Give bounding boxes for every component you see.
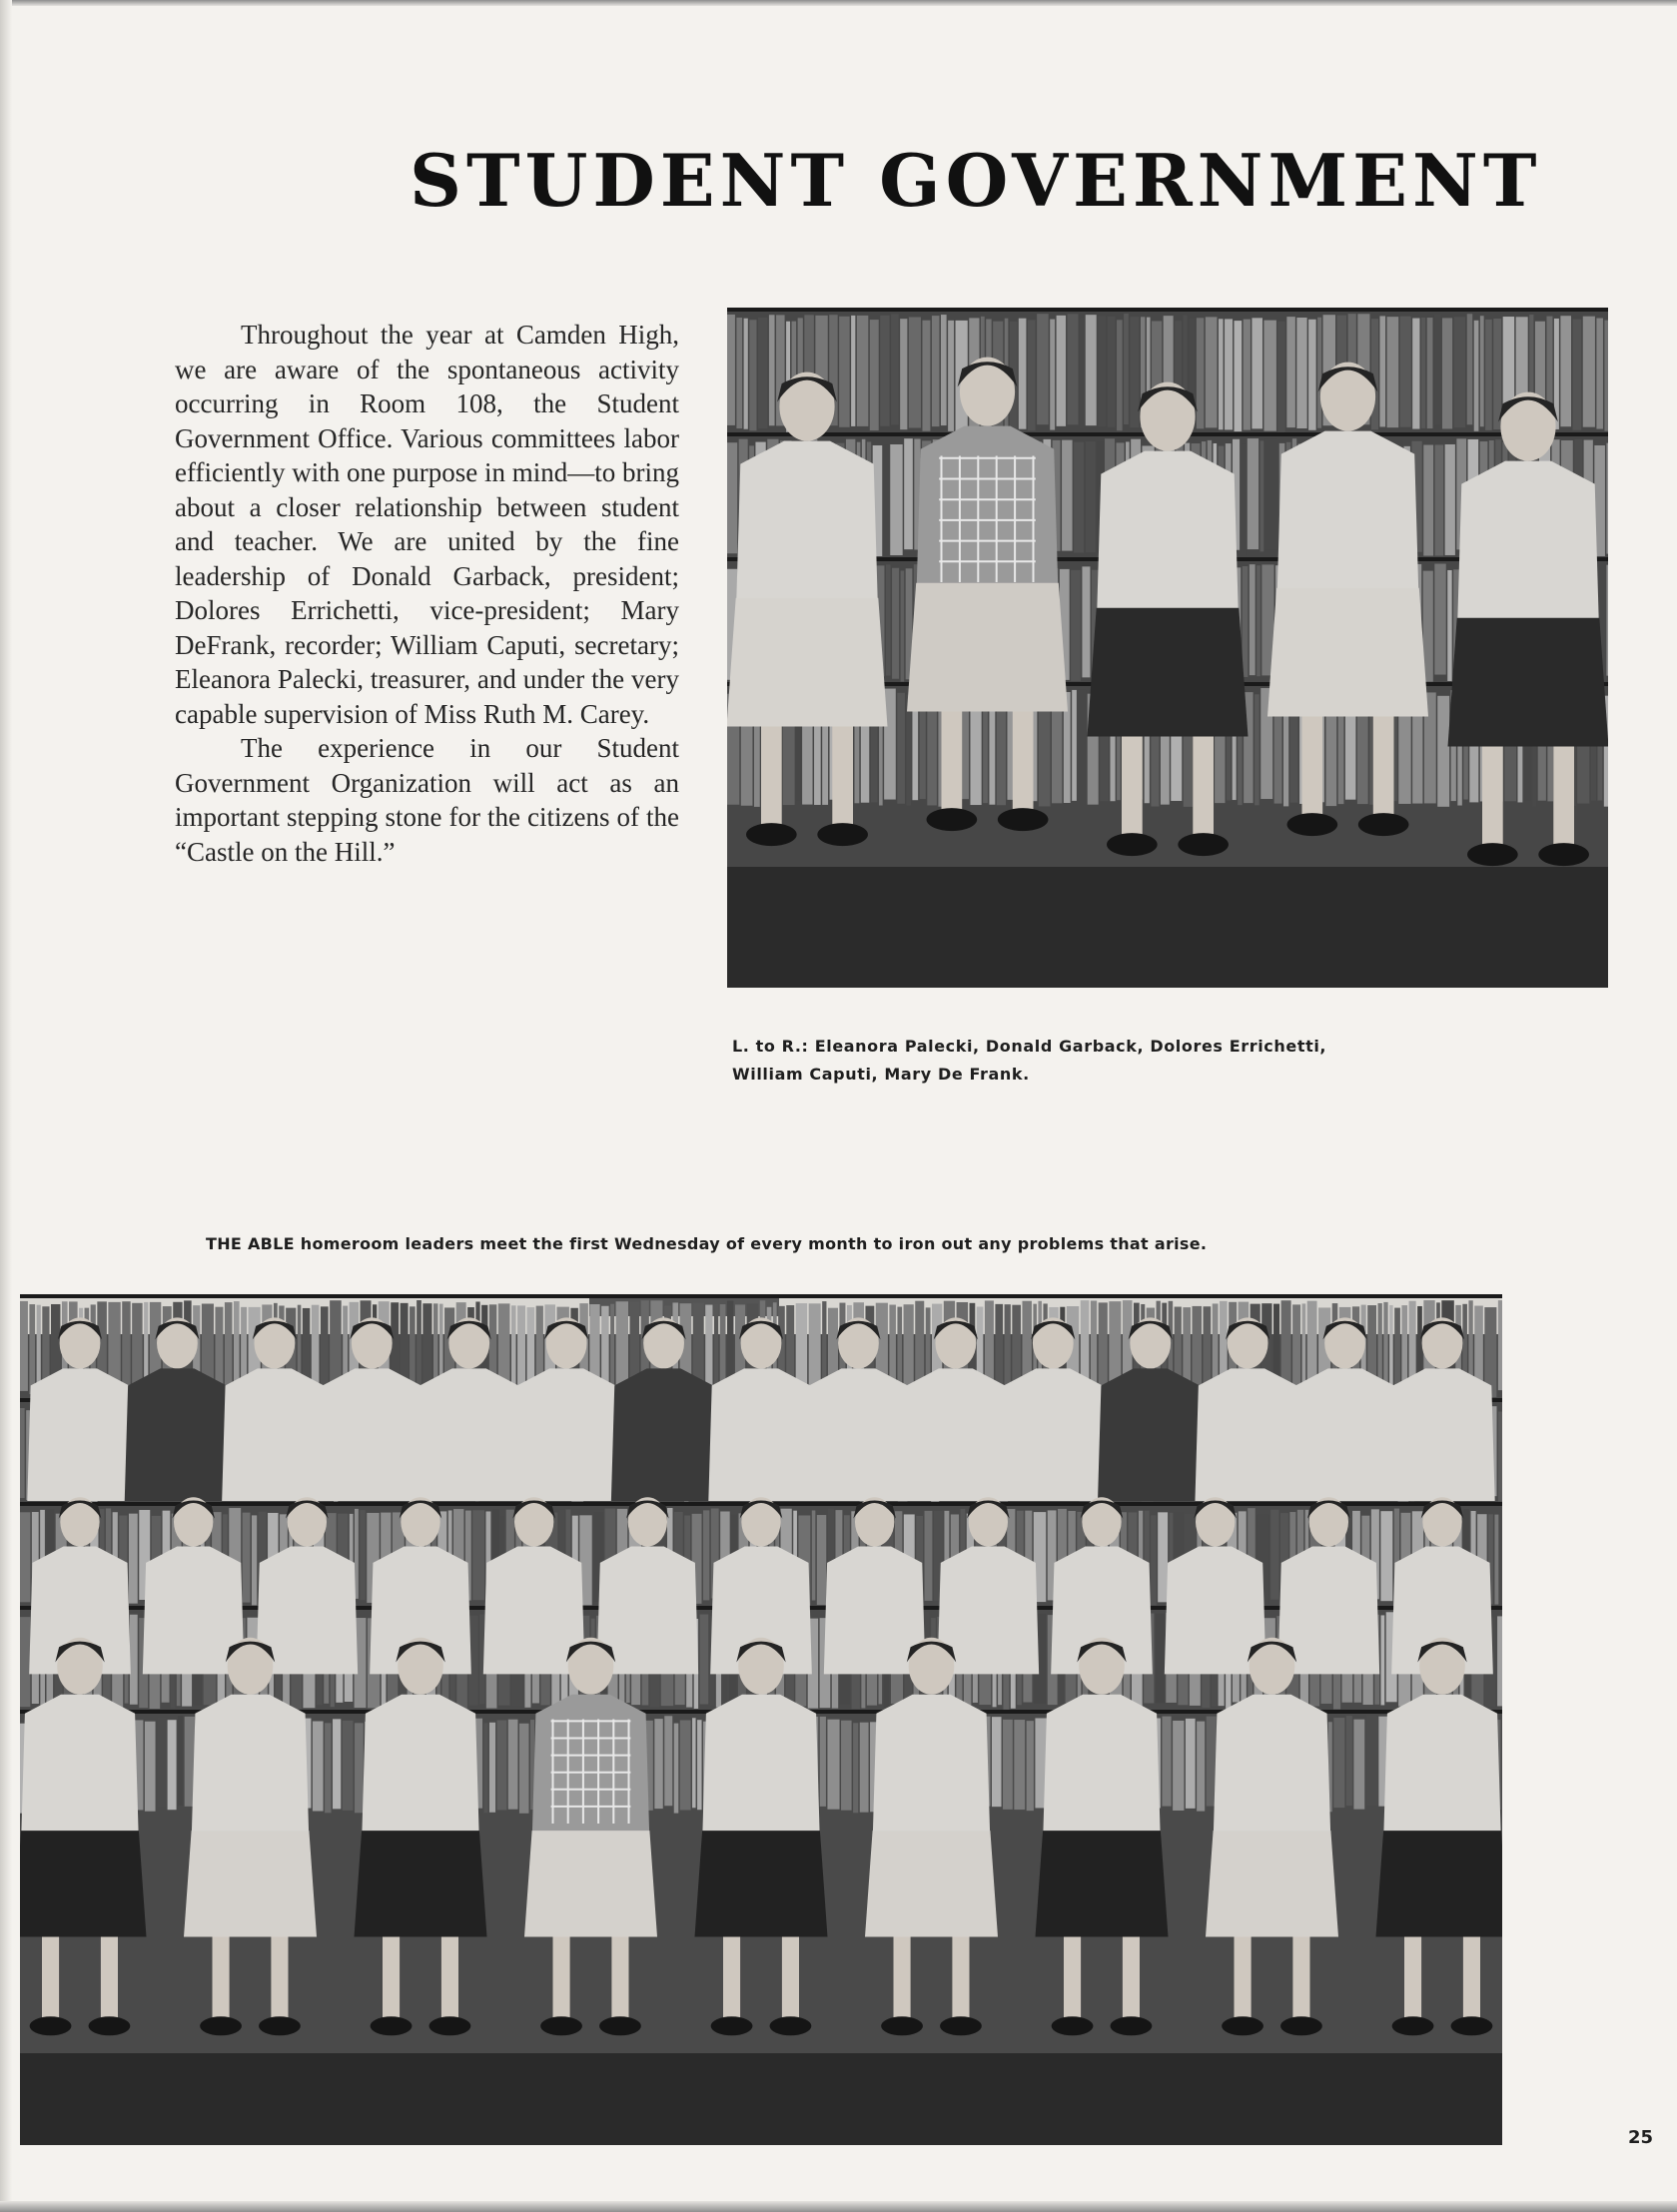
lap (1267, 588, 1428, 717)
book-spine (20, 1512, 30, 1602)
book-spine (1197, 1722, 1205, 1812)
book-spine (1243, 566, 1249, 677)
book-spine (900, 319, 907, 429)
torso (513, 1368, 618, 1501)
floor (727, 867, 1608, 988)
lap (184, 1831, 317, 1936)
book-spine (727, 315, 735, 425)
book-spine (1124, 314, 1129, 424)
book-spine (697, 1720, 701, 1810)
book-spine (417, 1300, 421, 1390)
leg (611, 1937, 628, 2023)
book-spine (519, 1724, 529, 1814)
book-spine (497, 1720, 507, 1810)
book-spine (860, 1723, 869, 1813)
book-spine (1480, 316, 1484, 426)
book-spine (891, 314, 899, 424)
book-spine (20, 1617, 30, 1707)
torso (903, 1368, 1008, 1501)
leg (1123, 1937, 1140, 2023)
book-spine (674, 1724, 679, 1814)
book-spine (680, 1720, 691, 1810)
shoe (599, 2016, 641, 2035)
book-spine (1500, 1510, 1502, 1600)
book-spine (1108, 317, 1116, 427)
torso (1457, 461, 1600, 640)
lap (1376, 1831, 1503, 1936)
book-spine (1057, 316, 1066, 426)
shoe (429, 2016, 471, 2035)
book-spine (703, 1510, 709, 1600)
book-spine (1333, 1718, 1344, 1808)
torso (1001, 1368, 1106, 1501)
book-spine (909, 318, 921, 428)
book-spine (1379, 316, 1385, 426)
book-spine (995, 1304, 1003, 1394)
shoe (1178, 833, 1229, 856)
book-spine (941, 315, 947, 425)
book-spine (130, 1615, 138, 1705)
shoe (1107, 833, 1158, 856)
book-spine (355, 1723, 364, 1813)
book-spine (610, 1304, 614, 1394)
leg (1193, 737, 1214, 841)
book-spine (1583, 317, 1595, 427)
lap (1088, 608, 1249, 737)
book-spine (1435, 444, 1444, 555)
shoe (200, 2016, 242, 2035)
torso (417, 1368, 521, 1501)
book-spine (178, 1716, 183, 1806)
book-spine (234, 1301, 240, 1391)
shoe (1287, 813, 1338, 836)
lap (524, 1831, 657, 1936)
book-spine (1572, 320, 1581, 430)
book-spine (1423, 445, 1433, 556)
book-spine (1244, 320, 1251, 430)
shoe (1538, 843, 1589, 866)
intro-paragraph-2: The experience in our Student Government Organization will act as an important stepping stone for the citizens of the “Castle on the Hill.” (175, 733, 679, 867)
binding-shadow (0, 0, 12, 2212)
book-spine (1158, 1512, 1168, 1602)
book-spine (820, 1717, 826, 1807)
page-title: STUDENT GOVERNMENT (410, 138, 1542, 223)
book-spine (749, 320, 756, 430)
officers-photo-caption: L. to R.: Eleanora Palecki, Donald Garback, Dolores Errichetti, William Caputi, Mary De Frank. (732, 1037, 1327, 1084)
book-spine (1381, 1615, 1385, 1705)
book-spine (857, 316, 868, 426)
book-spine (1296, 318, 1306, 428)
book-spine (827, 1720, 839, 1810)
torso (1389, 1368, 1494, 1501)
torso (192, 1695, 310, 1843)
book-spine (489, 1723, 495, 1813)
book-spine (1173, 1721, 1184, 1811)
book-spine (904, 438, 913, 549)
shoe (89, 2016, 131, 2035)
shoe (1280, 2016, 1322, 2035)
book-spine (1071, 570, 1081, 681)
book-spine (1257, 565, 1260, 676)
book-spine (948, 321, 954, 431)
book-spine (1596, 319, 1603, 429)
book-spine (922, 321, 930, 431)
book-spine (225, 1302, 233, 1392)
book-spine (1014, 1720, 1025, 1810)
book-spine (932, 316, 940, 426)
book-spine (360, 1510, 365, 1600)
leg (832, 727, 853, 831)
officers-photo-illustration (727, 308, 1608, 988)
leg (1302, 717, 1323, 821)
page-edge-top (0, 0, 1677, 6)
book-spine (508, 1720, 518, 1810)
book-spine (1206, 317, 1218, 427)
book-spine (880, 316, 889, 426)
book-spine (1197, 318, 1204, 428)
shoe (1358, 813, 1409, 836)
book-spine (1037, 314, 1049, 424)
torso (806, 1368, 911, 1501)
lap (355, 1831, 487, 1936)
shoe (998, 808, 1049, 831)
book-spine (122, 1301, 130, 1391)
book-spine (1098, 316, 1106, 426)
book-spine (1467, 314, 1473, 424)
torso (1214, 1695, 1331, 1843)
leg (553, 1937, 570, 2023)
book-spine (1260, 440, 1264, 551)
book-spine (1068, 314, 1079, 424)
book-spine (1353, 1720, 1364, 1810)
book-spine (901, 571, 905, 682)
book-spine (1186, 1719, 1196, 1809)
leg (101, 1937, 118, 2023)
book-spine (29, 1304, 35, 1394)
leg (1122, 737, 1143, 841)
torso (125, 1368, 230, 1501)
book-spine (1082, 566, 1090, 677)
shoe (1392, 2016, 1434, 2035)
torso (702, 1695, 820, 1843)
page-number: 25 (1628, 2127, 1654, 2148)
book-spine (897, 693, 905, 804)
book-spine (1235, 321, 1243, 431)
book-spine (1380, 1511, 1392, 1601)
book-spine (1156, 1613, 1165, 1703)
floor (20, 2053, 1502, 2145)
book-spine (1474, 321, 1479, 431)
book-spine (129, 1514, 138, 1604)
book-spine (472, 1510, 484, 1600)
officers-photo (727, 308, 1608, 988)
torso (708, 1368, 813, 1501)
book-spine (812, 1510, 816, 1600)
book-spine (1434, 564, 1445, 675)
book-spine (1560, 316, 1571, 426)
book-spine (1346, 1716, 1352, 1806)
torso (27, 1368, 132, 1501)
book-spine (769, 315, 775, 425)
book-spine (870, 320, 879, 430)
book-spine (1151, 1515, 1157, 1605)
book-spine (616, 1301, 628, 1391)
book-spine (1252, 318, 1262, 428)
book-spine (705, 1305, 712, 1395)
book-spine (1028, 320, 1036, 430)
torso (916, 426, 1059, 605)
lap (1036, 1831, 1169, 1936)
book-spine (20, 1301, 28, 1391)
book-spine (1027, 1721, 1034, 1811)
book-spine (1389, 1305, 1393, 1395)
book-spine (744, 319, 748, 429)
book-spine (1498, 1300, 1502, 1390)
torso (362, 1695, 479, 1843)
book-spine (243, 1513, 251, 1603)
book-spine (1062, 440, 1073, 551)
book-spine (1434, 314, 1440, 424)
book-spine (1263, 321, 1275, 431)
book-spine (1219, 319, 1224, 429)
book-spine (313, 1722, 324, 1812)
lap (907, 583, 1068, 712)
book-spine (1005, 1304, 1011, 1394)
book-spine (886, 564, 891, 675)
book-spine (1383, 1302, 1387, 1392)
shoe (1111, 2016, 1153, 2035)
shoe (770, 2016, 812, 2035)
book-spine (1485, 320, 1492, 430)
torso (1383, 1695, 1501, 1843)
book-spine (1497, 1616, 1502, 1706)
book-spine (1442, 318, 1452, 428)
book-spine (1225, 319, 1233, 429)
book-spine (1412, 319, 1419, 429)
book-spine (853, 1723, 858, 1813)
book-spine (654, 1719, 662, 1809)
leg (1404, 1937, 1421, 2023)
leg (1482, 747, 1503, 851)
torso (1292, 1368, 1397, 1501)
book-spine (1050, 320, 1055, 430)
shoe (711, 2016, 753, 2035)
book-spine (1265, 438, 1277, 549)
book-spine (321, 1306, 329, 1396)
book-spine (904, 1304, 914, 1394)
book-spine (1317, 318, 1321, 428)
book-spine (1003, 1720, 1013, 1810)
shoe (1052, 2016, 1094, 2035)
book-spine (890, 444, 902, 555)
book-spine (1270, 1510, 1278, 1600)
book-spine (1130, 317, 1139, 427)
book-spine (1400, 317, 1411, 427)
lap (20, 1831, 147, 1936)
torso (1097, 451, 1240, 630)
leg (952, 1937, 969, 2023)
leg (383, 1937, 400, 2023)
torso (1098, 1368, 1203, 1501)
shoe (940, 2016, 982, 2035)
shoe (1467, 843, 1518, 866)
book-spine (1019, 319, 1027, 429)
book-spine (1281, 1300, 1291, 1390)
book-spine (484, 1723, 488, 1813)
shoe (881, 2016, 923, 2035)
book-spine (1366, 1716, 1377, 1806)
leg (1553, 747, 1574, 851)
torso (736, 441, 879, 620)
book-spine (1242, 444, 1247, 555)
book-spine (1454, 317, 1466, 427)
book-spine (1086, 315, 1097, 425)
shoe (927, 808, 978, 831)
lap (1206, 1831, 1338, 1936)
book-spine (343, 1721, 354, 1811)
leg (723, 1937, 740, 2023)
book-spine (1255, 694, 1259, 805)
intro-text (175, 318, 679, 869)
book-spine (839, 317, 849, 427)
book-spine (1308, 320, 1315, 430)
book-spine (1072, 690, 1077, 801)
book-spine (664, 1716, 672, 1806)
leg (1463, 1937, 1480, 2023)
leg (1235, 1937, 1252, 2023)
book-spine (1250, 564, 1256, 675)
book-spine (817, 1515, 826, 1605)
book-spine (692, 1718, 696, 1808)
book-spine (1091, 1301, 1097, 1391)
shoe (540, 2016, 582, 2035)
shoe (817, 823, 868, 846)
book-spine (145, 1722, 156, 1812)
book-spine (168, 1720, 177, 1810)
leg (1013, 712, 1034, 816)
shoe (1451, 2016, 1493, 2035)
book-spine (1074, 442, 1084, 553)
book-spine (809, 1303, 821, 1393)
homeroom-leaders-photo (20, 1294, 1502, 2145)
book-spine (1498, 1411, 1502, 1501)
book-spine (851, 316, 855, 426)
book-spine (422, 1303, 431, 1393)
book-spine (1086, 441, 1096, 552)
shoe (30, 2016, 72, 2035)
book-spine (1604, 321, 1608, 431)
shoe (371, 2016, 413, 2035)
book-spine (884, 445, 889, 556)
leg (271, 1937, 288, 2023)
book-spine (1292, 1304, 1300, 1394)
leg (894, 1937, 911, 2023)
book-spine (20, 1408, 25, 1498)
lap (727, 598, 888, 727)
book-spine (1078, 689, 1086, 800)
book-spine (355, 1509, 359, 1599)
book-spine (1277, 322, 1284, 432)
book-spine (1117, 320, 1123, 430)
leg (1064, 1937, 1081, 2023)
torso (1043, 1695, 1161, 1843)
book-spine (325, 1723, 331, 1813)
book-spine (1437, 696, 1449, 807)
book-spine (758, 318, 767, 428)
intro-paragraph-1: Throughout the year at Camden High, we are aware of the spontaneous activity occurring in Room 108, the Student Government Office. Various committees labor efficiently with one purpose in mind—to bring about a closer relationship between student and teacher. We are united by the fine leadership of Donald Garback, president; Dolores Errichetti, vice-president; Mary DeFrank, recorder; William Caputi, secretary; Eleanora Palecki, treasurer, and under the very capable supervision of Miss Ruth M. Carey. (175, 320, 679, 729)
torso (222, 1368, 327, 1501)
leg (942, 712, 963, 816)
book-spine (1445, 444, 1455, 555)
book-spine (1080, 318, 1084, 428)
homeroom-photo-caption: THE ABLE homeroom leaders meet the first Wednesday of every month to iron out any problems that arise. (206, 1234, 1208, 1253)
lap (1448, 618, 1609, 747)
book-spine (1494, 1515, 1498, 1605)
leg (441, 1937, 458, 2023)
torso (611, 1368, 716, 1501)
book-spine (1606, 565, 1608, 676)
book-spine (841, 1721, 852, 1811)
torso (21, 1695, 139, 1843)
leg (1292, 1937, 1309, 2023)
leg (782, 1937, 799, 2023)
book-spine (511, 1305, 516, 1395)
lap (865, 1831, 998, 1936)
torso (873, 1695, 991, 1843)
book-spine (333, 1719, 341, 1809)
shoe (259, 2016, 301, 2035)
torso (532, 1695, 650, 1843)
book-spine (157, 1718, 166, 1808)
book-spine (1447, 570, 1451, 681)
shoe (1222, 2016, 1263, 2035)
book-spine (727, 442, 737, 553)
book-spine (700, 1615, 709, 1705)
book-spine (1162, 1717, 1171, 1807)
shelf-board (20, 1294, 1502, 1298)
book-spine (1606, 443, 1608, 554)
book-spine (1302, 1303, 1306, 1393)
leg (761, 727, 782, 831)
page-edge-bottom (0, 2201, 1677, 2212)
torso (1276, 431, 1419, 610)
shelf-board (727, 308, 1608, 312)
torso (320, 1368, 424, 1501)
book-spine (1427, 318, 1433, 428)
book-spine (892, 568, 899, 679)
book-spine (736, 318, 742, 428)
book-spine (1493, 319, 1501, 429)
homeroom-photo-illustration (20, 1294, 1502, 2145)
shoe (746, 823, 797, 846)
book-spine (1099, 1302, 1108, 1392)
torso (1195, 1368, 1299, 1501)
book-spine (714, 1304, 718, 1394)
book-spine (1286, 317, 1294, 427)
leg (1373, 717, 1394, 821)
book-spine (1248, 438, 1258, 549)
leg (42, 1937, 59, 2023)
book-spine (925, 1511, 933, 1601)
book-spine (1387, 317, 1399, 427)
book-spine (992, 1717, 1002, 1807)
lap (695, 1831, 828, 1936)
book-spine (252, 1515, 257, 1605)
book-spine (1421, 318, 1425, 428)
book-spine (1039, 695, 1051, 806)
leg (213, 1937, 230, 2023)
